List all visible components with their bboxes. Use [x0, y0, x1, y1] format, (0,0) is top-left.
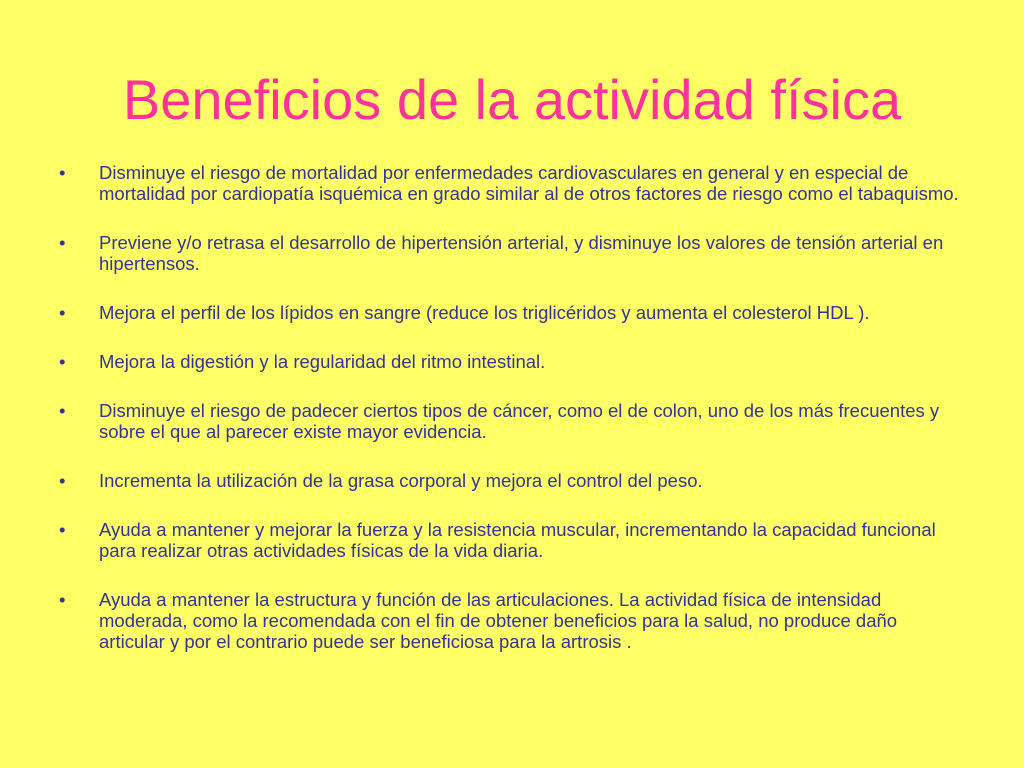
bullet-marker: •	[59, 162, 66, 183]
bullet-list	[57, 162, 967, 652]
bullet-item	[57, 302, 967, 323]
bullet-item	[57, 400, 967, 442]
bullet-text: Ayuda a mantener la estructura y función de las articulaciones. La actividad física de intensidad moderada, como la recomendada con el fin de obtener beneficios para la salud, no produce daño articular y por el contrario puede ser beneficiosa para la artrosis .	[99, 589, 898, 652]
bullet-marker: •	[59, 470, 66, 491]
bullet-marker: •	[59, 400, 66, 421]
bullet-text: Disminuye el riesgo de mortalidad por enfermedades cardiovasculares en general y en especial de mortalidad por cardiopatía isquémica en grado similar al de otros factores de riesgo como el tabaquismo.	[99, 162, 959, 204]
bullet-text: Mejora el perfil de los lípidos en sangre (reduce los triglicéridos y aumenta el colesterol HDL ).	[99, 302, 870, 323]
bullet-marker: •	[59, 589, 66, 610]
bullet-marker: •	[59, 519, 66, 540]
bullet-text: Ayuda a mantener y mejorar la fuerza y la resistencia muscular, incrementando la capacidad funcional para realizar otras actividades físicas de la vida diaria.	[99, 519, 936, 561]
bullet-text: Incrementa la utilización de la grasa corporal y mejora el control del peso.	[99, 470, 703, 491]
bullet-item	[57, 589, 967, 652]
bullet-marker: •	[59, 302, 66, 323]
bullet-item	[57, 351, 967, 372]
bullet-item	[57, 162, 967, 204]
bullet-text: Previene y/o retrasa el desarrollo de hipertensión arterial, y disminuye los valores de tensión arterial en hipertensos.	[99, 232, 944, 274]
slide-title: Beneficios de la actividad física	[122, 68, 902, 131]
bullet-text: Disminuye el riesgo de padecer ciertos tipos de cáncer, como el de colon, uno de los más frecuentes y sobre el que al parecer existe mayor evidencia.	[99, 400, 940, 442]
bullet-marker: •	[59, 351, 66, 372]
bullet-marker: •	[59, 232, 66, 253]
bullet-item	[57, 232, 967, 274]
bullet-item	[57, 519, 967, 561]
bullet-text: Mejora la digestión y la regularidad del ritmo intestinal.	[99, 351, 546, 372]
bullet-item	[57, 470, 967, 491]
